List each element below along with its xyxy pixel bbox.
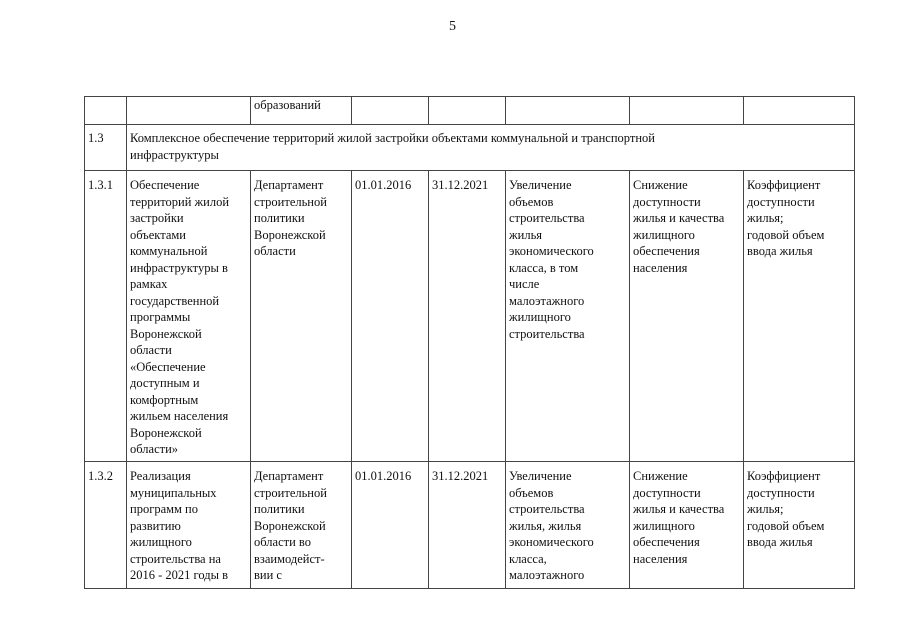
table-row: [85, 462, 855, 589]
expected-result: Увеличение объемов строительства жилья, жилья экономического класса, малоэтажного: [506, 462, 630, 589]
page-number: 5: [449, 19, 456, 34]
start-date: 01.01.2016: [352, 462, 429, 589]
table-row: [85, 171, 855, 462]
consequence: Снижение доступности жилья и качества жилищного обеспечения населения: [630, 171, 744, 462]
table-row-section: [85, 125, 855, 171]
measures-table: [84, 96, 855, 589]
cell-empty: [506, 97, 630, 125]
section-number: 1.3: [85, 125, 127, 171]
cell-empty: [630, 97, 744, 125]
table-row-continuation: [85, 97, 855, 125]
consequence: Снижение доступности жилья и качества жилищного обеспечения населения: [630, 462, 744, 589]
end-date: 31.12.2021: [429, 171, 506, 462]
cell-empty: [127, 97, 251, 125]
measure-name: Реализация муниципальных программ по развитию жилищного строительства на 2016 - 2021 годы в: [127, 462, 251, 589]
start-date: 01.01.2016: [352, 171, 429, 462]
indicator: Коэффициент доступности жилья; годовой объем ввода жилья: [744, 171, 855, 462]
row-number: 1.3.2: [85, 462, 127, 589]
section-title: Комплексное обеспечение территорий жилой застройки объектами коммунальной и транспортной инфраструктуры: [127, 125, 855, 171]
executor: Департамент строительной политики Воронежской области: [251, 171, 352, 462]
expected-result: Увеличение объемов строительства жилья экономического класса, в том числе малоэтажного жилищного строительства: [506, 171, 630, 462]
executor: Департамент строительной политики Воронежской области во взаимодейст- вии с: [251, 462, 352, 589]
cell-empty: [744, 97, 855, 125]
cell-executor-continuation: образований: [251, 97, 352, 125]
measure-name: Обеспечение территорий жилой застройки объектами коммунальной инфраструктуры в рамках государственной программы Воронежской области «Обеспечение доступным и комфортным жильем населения Воронежской области»: [127, 171, 251, 462]
indicator: Коэффициент доступности жилья; годовой объем ввода жилья: [744, 462, 855, 589]
cell-empty: [85, 97, 127, 125]
row-number: 1.3.1: [85, 171, 127, 462]
cell-empty: [352, 97, 429, 125]
cell-empty: [429, 97, 506, 125]
end-date: 31.12.2021: [429, 462, 506, 589]
